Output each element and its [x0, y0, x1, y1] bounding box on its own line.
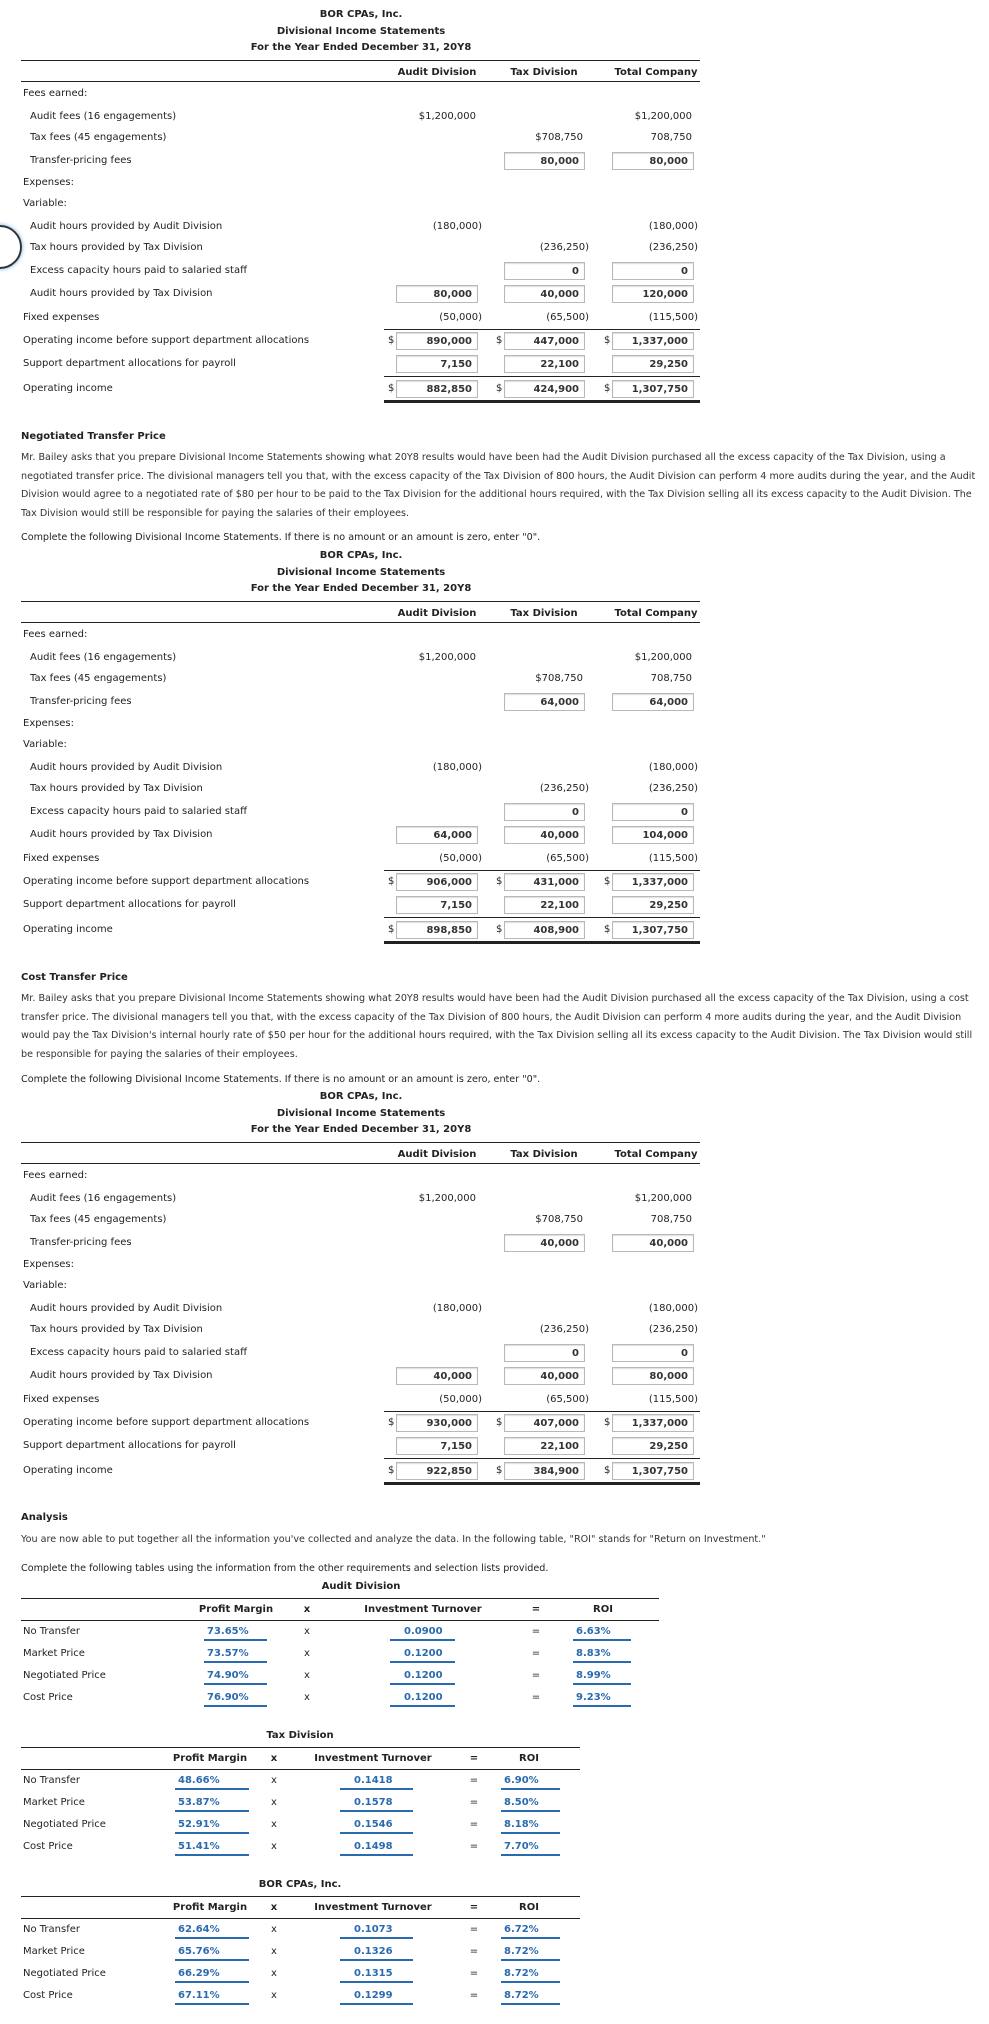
total-rule: [384, 376, 700, 377]
dollar-sign: $: [388, 383, 395, 394]
amount-input[interactable]: 906,000: [396, 873, 478, 891]
analysis-table-title: Tax Division: [266, 1730, 334, 1741]
analysis-header-turnover: Investment Turnover: [314, 1902, 432, 1913]
amount-value: (236,250): [648, 242, 698, 253]
times-sign: x: [271, 1819, 277, 1830]
analysis-row-label: Negotiated Price: [23, 1670, 106, 1681]
investment-turnover-select[interactable]: 0.1200: [390, 1669, 455, 1685]
equals-sign: =: [469, 1946, 479, 1957]
statement-company: BOR CPAs, Inc.: [319, 1091, 403, 1102]
amount-value: 708,750: [650, 673, 692, 684]
amount-value: (180,000): [648, 762, 698, 773]
amount-input[interactable]: 0: [504, 1344, 585, 1362]
roi-select[interactable]: 9.23%: [573, 1691, 631, 1707]
dollar-sign: $: [496, 1417, 503, 1428]
roi-select[interactable]: 8.83%: [573, 1647, 631, 1663]
amount-input[interactable]: 898,850: [396, 921, 478, 939]
analysis-row-label: No Transfer: [23, 1626, 80, 1637]
subtotal-rule: [384, 329, 700, 330]
dollar-sign: $: [388, 924, 395, 935]
row-label: Fixed expenses: [23, 312, 100, 323]
analysis-rule-top: [21, 1747, 580, 1748]
double-underline: [384, 400, 700, 403]
section-instruction: Complete the following Divisional Income Statements. If there is no amount or an amount is zero, enter "0".: [21, 1074, 541, 1085]
statement-company: BOR CPAs, Inc.: [319, 9, 403, 20]
double-underline: [384, 941, 700, 944]
investment-turnover-select[interactable]: 0.1073: [340, 1923, 413, 1939]
row-label: Operating income before support department allocations: [23, 876, 310, 887]
amount-input[interactable]: 0: [612, 262, 694, 280]
profit-margin-select[interactable]: 66.29%: [175, 1967, 249, 1983]
total-rule: [384, 917, 700, 918]
analysis-header-roi: ROI: [593, 1604, 613, 1615]
header-rule-bottom: [21, 622, 700, 623]
profit-margin-select[interactable]: 53.87%: [175, 1796, 249, 1812]
equals-sign: =: [469, 1819, 479, 1830]
column-header: Audit Division: [397, 608, 477, 619]
statement-period: For the Year Ended December 31, 20Y8: [250, 583, 472, 594]
row-label: Audit hours provided by Audit Division: [30, 762, 223, 773]
row-label: Tax hours provided by Tax Division: [30, 1324, 203, 1335]
amount-input[interactable]: 7,150: [396, 896, 478, 914]
analysis-row-label: Market Price: [23, 1648, 85, 1659]
row-label: Operating income before support department allocations: [23, 335, 310, 346]
roi-select[interactable]: 6.72%: [501, 1923, 560, 1939]
row-label: Tax fees (45 engagements): [30, 673, 167, 684]
times-sign: x: [271, 1990, 277, 2001]
section-instruction: Complete the following tables using the information from the other requirements and selection lists provided.: [21, 1563, 549, 1574]
profit-margin-select[interactable]: 65.76%: [175, 1945, 249, 1961]
header-rule-top: [21, 1142, 700, 1143]
header-rule-bottom: [21, 81, 700, 82]
dollar-sign: $: [496, 924, 503, 935]
analysis-header-times: x: [270, 1753, 278, 1764]
row-label: Variable:: [23, 739, 67, 750]
equals-sign: =: [469, 1797, 479, 1808]
dollar-sign: $: [604, 876, 611, 887]
profit-margin-select[interactable]: 74.90%: [204, 1669, 267, 1685]
amount-value: $1,200,000: [634, 111, 692, 122]
analysis-header-equals: =: [469, 1902, 479, 1913]
amount-input[interactable]: 930,000: [396, 1414, 478, 1432]
dollar-sign: $: [388, 335, 395, 346]
row-label: Transfer-pricing fees: [30, 155, 132, 166]
amount-input[interactable]: 64,000: [612, 693, 694, 711]
roi-select[interactable]: 6.90%: [501, 1774, 560, 1790]
analysis-row-label: Cost Price: [23, 1841, 73, 1852]
profit-margin-select[interactable]: 76.90%: [204, 1691, 267, 1707]
equals-sign: =: [469, 1968, 479, 1979]
header-rule-bottom: [21, 1163, 700, 1164]
statement-title: Divisional Income Statements: [276, 567, 446, 578]
times-sign: x: [304, 1692, 310, 1703]
amount-input[interactable]: 890,000: [396, 332, 478, 350]
amount-value: (236,250): [648, 1324, 698, 1335]
row-label: Support department allocations for payroll: [23, 358, 236, 369]
amount-input[interactable]: 29,250: [612, 896, 694, 914]
amount-value: (180,000): [648, 1303, 698, 1314]
profit-margin-select[interactable]: 73.65%: [204, 1625, 267, 1641]
dollar-sign: $: [496, 335, 503, 346]
profit-margin-select[interactable]: 52.91%: [175, 1818, 249, 1834]
section-heading: Cost Transfer Price: [21, 972, 128, 983]
roi-select[interactable]: 8.18%: [501, 1818, 560, 1834]
investment-turnover-select[interactable]: 0.1299: [340, 1989, 413, 2005]
amount-value: $1,200,000: [634, 652, 692, 663]
amount-value: $708,750: [535, 673, 583, 684]
analysis-rule-bottom: [21, 1769, 580, 1770]
times-sign: x: [271, 1968, 277, 1979]
row-label: Fixed expenses: [23, 1394, 100, 1405]
equals-sign: =: [469, 1924, 479, 1935]
amount-input[interactable]: 80,000: [396, 285, 478, 303]
investment-turnover-select[interactable]: 0.1326: [340, 1945, 413, 1961]
dollar-sign: $: [388, 1417, 395, 1428]
amount-value: (180,000): [432, 762, 482, 773]
profit-margin-select[interactable]: 48.66%: [175, 1774, 249, 1790]
amount-input[interactable]: 1,337,000: [612, 1414, 694, 1432]
times-sign: x: [304, 1670, 310, 1681]
amount-value: (236,250): [539, 1324, 589, 1335]
amount-input[interactable]: 384,900: [504, 1462, 585, 1480]
amount-value: (180,000): [432, 221, 482, 232]
statement-title: Divisional Income Statements: [276, 26, 446, 37]
amount-input[interactable]: 882,850: [396, 380, 478, 398]
amount-input[interactable]: 1,337,000: [612, 873, 694, 891]
column-header: Tax Division: [510, 67, 578, 78]
amount-input[interactable]: 64,000: [504, 693, 585, 711]
analysis-row-label: Negotiated Price: [23, 1968, 106, 1979]
row-label: Fees earned:: [23, 629, 88, 640]
amount-value: (115,500): [648, 312, 698, 323]
row-label: Audit hours provided by Tax Division: [30, 829, 213, 840]
column-header: Tax Division: [510, 1149, 578, 1160]
amount-value: $1,200,000: [418, 1193, 476, 1204]
dollar-sign: $: [604, 383, 611, 394]
amount-input[interactable]: 7,150: [396, 1437, 478, 1455]
amount-input[interactable]: 80,000: [612, 1367, 694, 1385]
focus-ring-indicator: [0, 225, 22, 269]
roi-select[interactable]: 8.99%: [573, 1669, 631, 1685]
column-header: Total Company: [614, 1149, 698, 1160]
amount-input[interactable]: 22,100: [504, 896, 585, 914]
amount-input[interactable]: 1,337,000: [612, 332, 694, 350]
header-rule-top: [21, 601, 700, 602]
section-instruction: Complete the following Divisional Income Statements. If there is no amount or an amount is zero, enter "0".: [21, 532, 541, 543]
amount-value: $1,200,000: [418, 111, 476, 122]
row-label: Fixed expenses: [23, 853, 100, 864]
analysis-header-times: x: [270, 1902, 278, 1913]
column-header: Tax Division: [510, 608, 578, 619]
amount-value: (65,500): [546, 853, 589, 864]
amount-input[interactable]: 447,000: [504, 332, 585, 350]
analysis-header-margin: Profit Margin: [172, 1902, 248, 1913]
dollar-sign: $: [604, 335, 611, 346]
row-label: Variable:: [23, 198, 67, 209]
dollar-sign: $: [604, 924, 611, 935]
row-label: Audit hours provided by Tax Division: [30, 288, 213, 299]
row-label: Support department allocations for payroll: [23, 1440, 236, 1451]
amount-value: (65,500): [546, 1394, 589, 1405]
analysis-rule-top: [21, 1598, 659, 1599]
times-sign: x: [304, 1648, 310, 1659]
equals-sign: =: [469, 1990, 479, 2001]
column-header: Audit Division: [397, 67, 477, 78]
statement-title: Divisional Income Statements: [276, 1108, 446, 1119]
analysis-header-times: x: [303, 1604, 311, 1615]
amount-input[interactable]: 424,900: [504, 380, 585, 398]
row-label: Operating income: [23, 1465, 113, 1476]
profit-margin-select[interactable]: 73.57%: [204, 1647, 267, 1663]
amount-input[interactable]: 29,250: [612, 355, 694, 373]
amount-input[interactable]: 0: [612, 1344, 694, 1362]
row-label: Audit fees (16 engagements): [30, 652, 177, 663]
amount-value: (236,250): [539, 242, 589, 253]
amount-input[interactable]: 120,000: [612, 285, 694, 303]
row-label: Audit fees (16 engagements): [30, 1193, 177, 1204]
row-label: Operating income: [23, 383, 113, 394]
amount-value: (236,250): [648, 783, 698, 794]
times-sign: x: [271, 1924, 277, 1935]
analysis-table-title: BOR CPAs, Inc.: [258, 1879, 342, 1890]
analysis-header-roi: ROI: [519, 1753, 539, 1764]
times-sign: x: [271, 1946, 277, 1957]
amount-value: (236,250): [539, 783, 589, 794]
section-heading: Negotiated Transfer Price: [21, 431, 166, 442]
column-header: Audit Division: [397, 1149, 477, 1160]
analysis-header-roi: ROI: [519, 1902, 539, 1913]
analysis-row-label: Market Price: [23, 1946, 85, 1957]
row-label: Variable:: [23, 1280, 67, 1291]
equals-sign: =: [531, 1692, 541, 1703]
analysis-header-turnover: Investment Turnover: [364, 1604, 482, 1615]
amount-input[interactable]: 7,150: [396, 355, 478, 373]
subtotal-rule: [384, 1411, 700, 1412]
analysis-row-label: No Transfer: [23, 1775, 80, 1786]
amount-input[interactable]: 80,000: [612, 152, 694, 170]
row-label: Audit hours provided by Tax Division: [30, 1370, 213, 1381]
investment-turnover-select[interactable]: 0.1578: [340, 1796, 413, 1812]
row-label: Expenses:: [23, 1259, 75, 1270]
column-header: Total Company: [614, 608, 698, 619]
investment-turnover-select[interactable]: 0.0900: [390, 1625, 455, 1641]
profit-margin-select[interactable]: 51.41%: [175, 1840, 249, 1856]
amount-value: 708,750: [650, 1214, 692, 1225]
amount-input[interactable]: 431,000: [504, 873, 585, 891]
double-underline: [384, 1482, 700, 1485]
roi-select[interactable]: 8.50%: [501, 1796, 560, 1812]
roi-select[interactable]: 8.72%: [501, 1989, 560, 2005]
amount-value: $1,200,000: [418, 652, 476, 663]
subtotal-rule: [384, 870, 700, 871]
roi-select[interactable]: 6.63%: [573, 1625, 631, 1641]
amount-input[interactable]: 407,000: [504, 1414, 585, 1432]
amount-value: (50,000): [439, 853, 482, 864]
amount-value: $1,200,000: [634, 1193, 692, 1204]
row-label: Tax fees (45 engagements): [30, 1214, 167, 1225]
amount-input[interactable]: 40,000: [612, 1234, 694, 1252]
row-label: Excess capacity hours paid to salaried staff: [30, 265, 247, 276]
amount-input[interactable]: 40,000: [396, 1367, 478, 1385]
investment-turnover-select[interactable]: 0.1315: [340, 1967, 413, 1983]
analysis-header-equals: =: [531, 1604, 541, 1615]
amount-input[interactable]: 40,000: [504, 1367, 585, 1385]
equals-sign: =: [531, 1626, 541, 1637]
analysis-header-margin: Profit Margin: [198, 1604, 274, 1615]
investment-turnover-select[interactable]: 0.1418: [340, 1774, 413, 1790]
amount-input[interactable]: 1,307,750: [612, 921, 694, 939]
analysis-header-margin: Profit Margin: [172, 1753, 248, 1764]
amount-input[interactable]: 40,000: [504, 826, 585, 844]
amount-input[interactable]: 22,100: [504, 1437, 585, 1455]
row-label: Operating income before support department allocations: [23, 1417, 310, 1428]
equals-sign: =: [469, 1775, 479, 1786]
amount-value: (115,500): [648, 853, 698, 864]
analysis-row-label: Market Price: [23, 1797, 85, 1808]
analysis-row-label: No Transfer: [23, 1924, 80, 1935]
dollar-sign: $: [388, 876, 395, 887]
row-label: Support department allocations for payroll: [23, 899, 236, 910]
amount-value: (50,000): [439, 312, 482, 323]
column-header: Total Company: [614, 67, 698, 78]
row-label: Audit fees (16 engagements): [30, 111, 177, 122]
investment-turnover-select[interactable]: 0.1200: [390, 1647, 455, 1663]
amount-value: (180,000): [648, 221, 698, 232]
section-paragraph: Mr. Bailey asks that you prepare Divisional Income Statements showing what 20Y8 results would have been had the Audit Division purchased all the excess capacity of the Tax Division, using a cost transfer price. The divisional managers tell you that, with the excess capacity of the Tax Division of 800 hours, the Audit Division can perform 4 more audits during the year, and the Audit Division would pay the Tax Division's internal hourly rate of $50 per hour for the additional hours required, with the Tax Division selling all its excess capacity to the Audit Division. The Tax Division would still be responsible for paying the salaries of their employees.: [21, 993, 973, 1060]
row-label: Fees earned:: [23, 88, 88, 99]
row-label: Transfer-pricing fees: [30, 1237, 132, 1248]
times-sign: x: [271, 1841, 277, 1852]
analysis-rule-bottom: [21, 1918, 580, 1919]
amount-value: (50,000): [439, 1394, 482, 1405]
analysis-row-label: Negotiated Price: [23, 1819, 106, 1830]
section-paragraph: Mr. Bailey asks that you prepare Divisional Income Statements showing what 20Y8 results would have been had the Audit Division purchased all the excess capacity of the Tax Division, using a negotiated transfer price. The divisional managers tell you that, with the excess capacity of the Tax Division of 800 hours, the Audit Division can perform 4 more audits during the year, and the Audit Division would agree to a negotiated rate of $80 per hour to be paid to the Tax Division for the additional hours required, with the Tax Division selling all its excess capacity to the Audit Division. The Tax Division would still be responsible for paying the salaries of their employees.: [21, 452, 976, 519]
equals-sign: =: [469, 1841, 479, 1852]
amount-value: $708,750: [535, 1214, 583, 1225]
amount-input[interactable]: 1,307,750: [612, 1462, 694, 1480]
amount-value: (180,000): [432, 1303, 482, 1314]
row-label: Tax hours provided by Tax Division: [30, 242, 203, 253]
equals-sign: =: [531, 1670, 541, 1681]
investment-turnover-select[interactable]: 0.1200: [390, 1691, 455, 1707]
roi-select[interactable]: 7.70%: [501, 1840, 560, 1856]
times-sign: x: [304, 1626, 310, 1637]
row-label: Expenses:: [23, 718, 75, 729]
analysis-header-equals: =: [469, 1753, 479, 1764]
dollar-sign: $: [496, 383, 503, 394]
row-label: Operating income: [23, 924, 113, 935]
roi-select[interactable]: 8.72%: [501, 1945, 560, 1961]
amount-input[interactable]: 29,250: [612, 1437, 694, 1455]
section-paragraph: You are now able to put together all the information you've collected and analyze the data. In the following table, "ROI" stands for "Return on Investment.": [21, 1534, 766, 1545]
equals-sign: =: [531, 1648, 541, 1659]
amount-input[interactable]: 0: [504, 262, 585, 280]
amount-input[interactable]: 0: [504, 803, 585, 821]
amount-value: (115,500): [648, 1394, 698, 1405]
roi-select[interactable]: 8.72%: [501, 1967, 560, 1983]
amount-input[interactable]: 80,000: [504, 152, 585, 170]
amount-input[interactable]: 64,000: [396, 826, 478, 844]
amount-input[interactable]: 40,000: [504, 1234, 585, 1252]
row-label: Transfer-pricing fees: [30, 696, 132, 707]
row-label: Excess capacity hours paid to salaried staff: [30, 806, 247, 817]
header-rule-top: [21, 60, 700, 61]
times-sign: x: [271, 1797, 277, 1808]
dollar-sign: $: [496, 1465, 503, 1476]
amount-input[interactable]: 104,000: [612, 826, 694, 844]
statement-period: For the Year Ended December 31, 20Y8: [250, 42, 472, 53]
total-rule: [384, 1458, 700, 1459]
dollar-sign: $: [604, 1417, 611, 1428]
dollar-sign: $: [604, 1465, 611, 1476]
dollar-sign: $: [388, 1465, 395, 1476]
section-heading: Analysis: [21, 1512, 68, 1523]
analysis-row-label: Cost Price: [23, 1692, 73, 1703]
profit-margin-select[interactable]: 67.11%: [175, 1989, 249, 2005]
investment-turnover-select[interactable]: 0.1498: [340, 1840, 413, 1856]
row-label: Excess capacity hours paid to salaried staff: [30, 1347, 247, 1358]
amount-input[interactable]: 22,100: [504, 355, 585, 373]
analysis-header-turnover: Investment Turnover: [314, 1753, 432, 1764]
profit-margin-select[interactable]: 62.64%: [175, 1923, 249, 1939]
row-label: Fees earned:: [23, 1170, 88, 1181]
times-sign: x: [271, 1775, 277, 1786]
analysis-table-title: Audit Division: [321, 1581, 401, 1592]
amount-input[interactable]: 408,900: [504, 921, 585, 939]
row-label: Audit hours provided by Audit Division: [30, 221, 223, 232]
amount-input[interactable]: 922,850: [396, 1462, 478, 1480]
analysis-rule-top: [21, 1896, 580, 1897]
analysis-row-label: Cost Price: [23, 1990, 73, 2001]
amount-value: (65,500): [546, 312, 589, 323]
amount-input[interactable]: 40,000: [504, 285, 585, 303]
amount-value: 708,750: [650, 132, 692, 143]
dollar-sign: $: [496, 876, 503, 887]
row-label: Expenses:: [23, 177, 75, 188]
amount-input[interactable]: 1,307,750: [612, 380, 694, 398]
statement-company: BOR CPAs, Inc.: [319, 550, 403, 561]
row-label: Tax hours provided by Tax Division: [30, 783, 203, 794]
amount-value: $708,750: [535, 132, 583, 143]
amount-input[interactable]: 0: [612, 803, 694, 821]
row-label: Audit hours provided by Audit Division: [30, 1303, 223, 1314]
statement-period: For the Year Ended December 31, 20Y8: [250, 1124, 472, 1135]
investment-turnover-select[interactable]: 0.1546: [340, 1818, 413, 1834]
row-label: Tax fees (45 engagements): [30, 132, 167, 143]
analysis-rule-bottom: [21, 1620, 659, 1621]
